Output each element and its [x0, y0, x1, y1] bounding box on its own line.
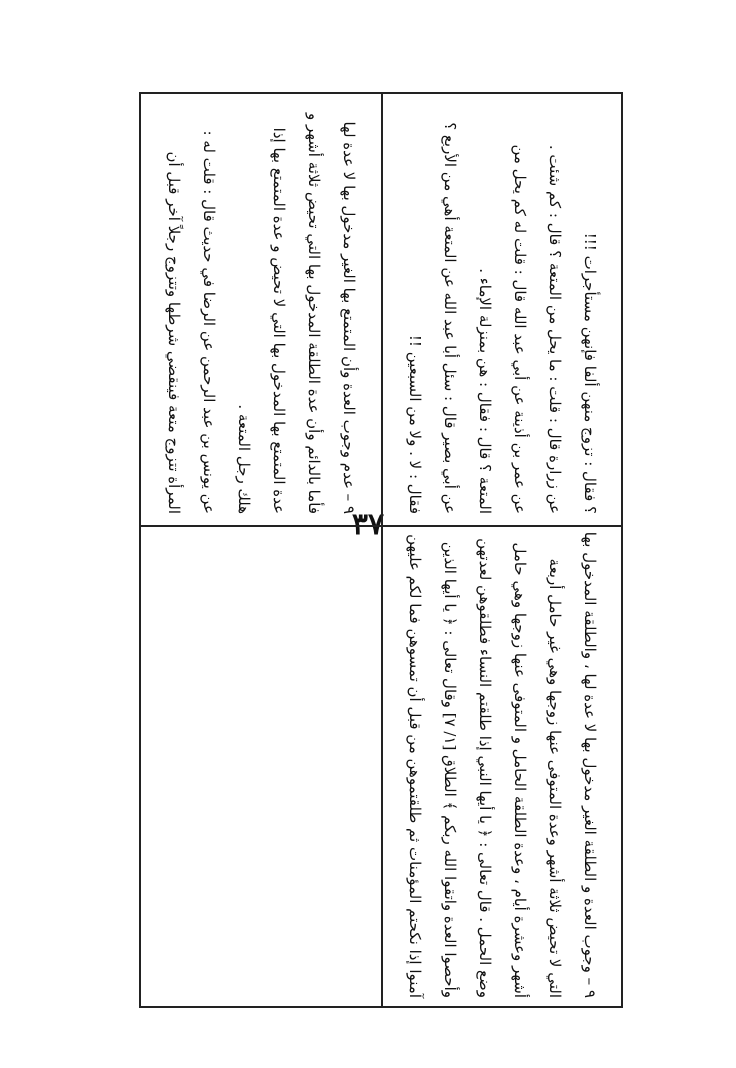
- page-number: ٣٧: [351, 507, 385, 542]
- cell-top-left-text: [156, 104, 366, 514]
- cell-bottom-right-text: [397, 531, 607, 998]
- text-line: ٩ – وجوب العدة و الطلقة الغير مدخول بها لا عدة لها ، والطلقة المدخول بها: [581, 531, 599, 998]
- text-line: وضع الحمل . قال تعالى : ﴿ يا أيها النبي إذا طلقتم النساء فطلقوهن لعدتهن: [476, 537, 494, 998]
- comparison-table: [139, 92, 623, 1008]
- cell-bottom-right: [383, 527, 621, 1006]
- text-line: عن يونس بن عبد الرحمن عن الرضا في حديث قال : قلت له :: [200, 129, 218, 514]
- cell-top-right-text: [397, 104, 607, 514]
- text-line: عدة المتمتع بها المدخول بها التي لا تحيض و عدة المتمتع بها إذا: [270, 127, 288, 514]
- text-line: آمنوا إذا نكحتم المؤمنات ثم طلقتموهن من قبل أن تمسوهن فما لكم عليهن: [406, 533, 424, 998]
- text-line: وأحصوا العدة واتقوا الله ربكم ﴾ الطلاق [١/ ٧] وقال تعالى : ﴿ يا أيها الذين: [441, 541, 459, 998]
- text-line: ؟ فقال : تزوج منهن ألفا فإنهن مستأجرات !!!: [581, 232, 599, 514]
- cell-bottom-left: [141, 527, 381, 1006]
- text-line: فأما بالدائم وأن عدة الطلقة المدخول بها التي تحيض ثلاثة أشهر و: [305, 112, 323, 514]
- text-line: أشهر وعشرة أيام ، وعدة الطلقة الحامل و المتوفى عنها زوجها وهي حامل: [511, 541, 529, 998]
- cell-top-left: [141, 94, 381, 523]
- text-line: فقال : لا . ولا من السبعين !!: [406, 334, 424, 514]
- text-line: عن أبي بصير قال : سئل أبا عبد الله عن المتعة أهي من الأربع ؟: [441, 121, 459, 514]
- text-line: هلك رجل المتعة .: [235, 403, 253, 514]
- cell-top-right: [383, 94, 621, 523]
- text-line: ٩ – عدم وجوب العدة وأن المتمتع بها الغير مدخول بها لا عدة لها: [340, 120, 358, 514]
- text-line: عن زرارة قال : قلت : ما يحل من المتعة ؟ قال : كم شئت .: [546, 144, 564, 514]
- text-line: المتعة ؟ قال : فقال : هن بمنزلة الإماء .: [476, 267, 494, 514]
- text-line: المرأة تتزوج متعة فينقضي شرطها وتتزوج رجلاً آخر قبل أن: [165, 150, 183, 514]
- text-line: التي لا تحيض ثلاثة أشهر وعدة المتوفى عنها زوجها وهي غير حامل أربعة: [546, 558, 564, 998]
- text-line: عن عمر بن أذينة عن أبي عبد الله قال : قلت له كم يحل من: [511, 144, 529, 514]
